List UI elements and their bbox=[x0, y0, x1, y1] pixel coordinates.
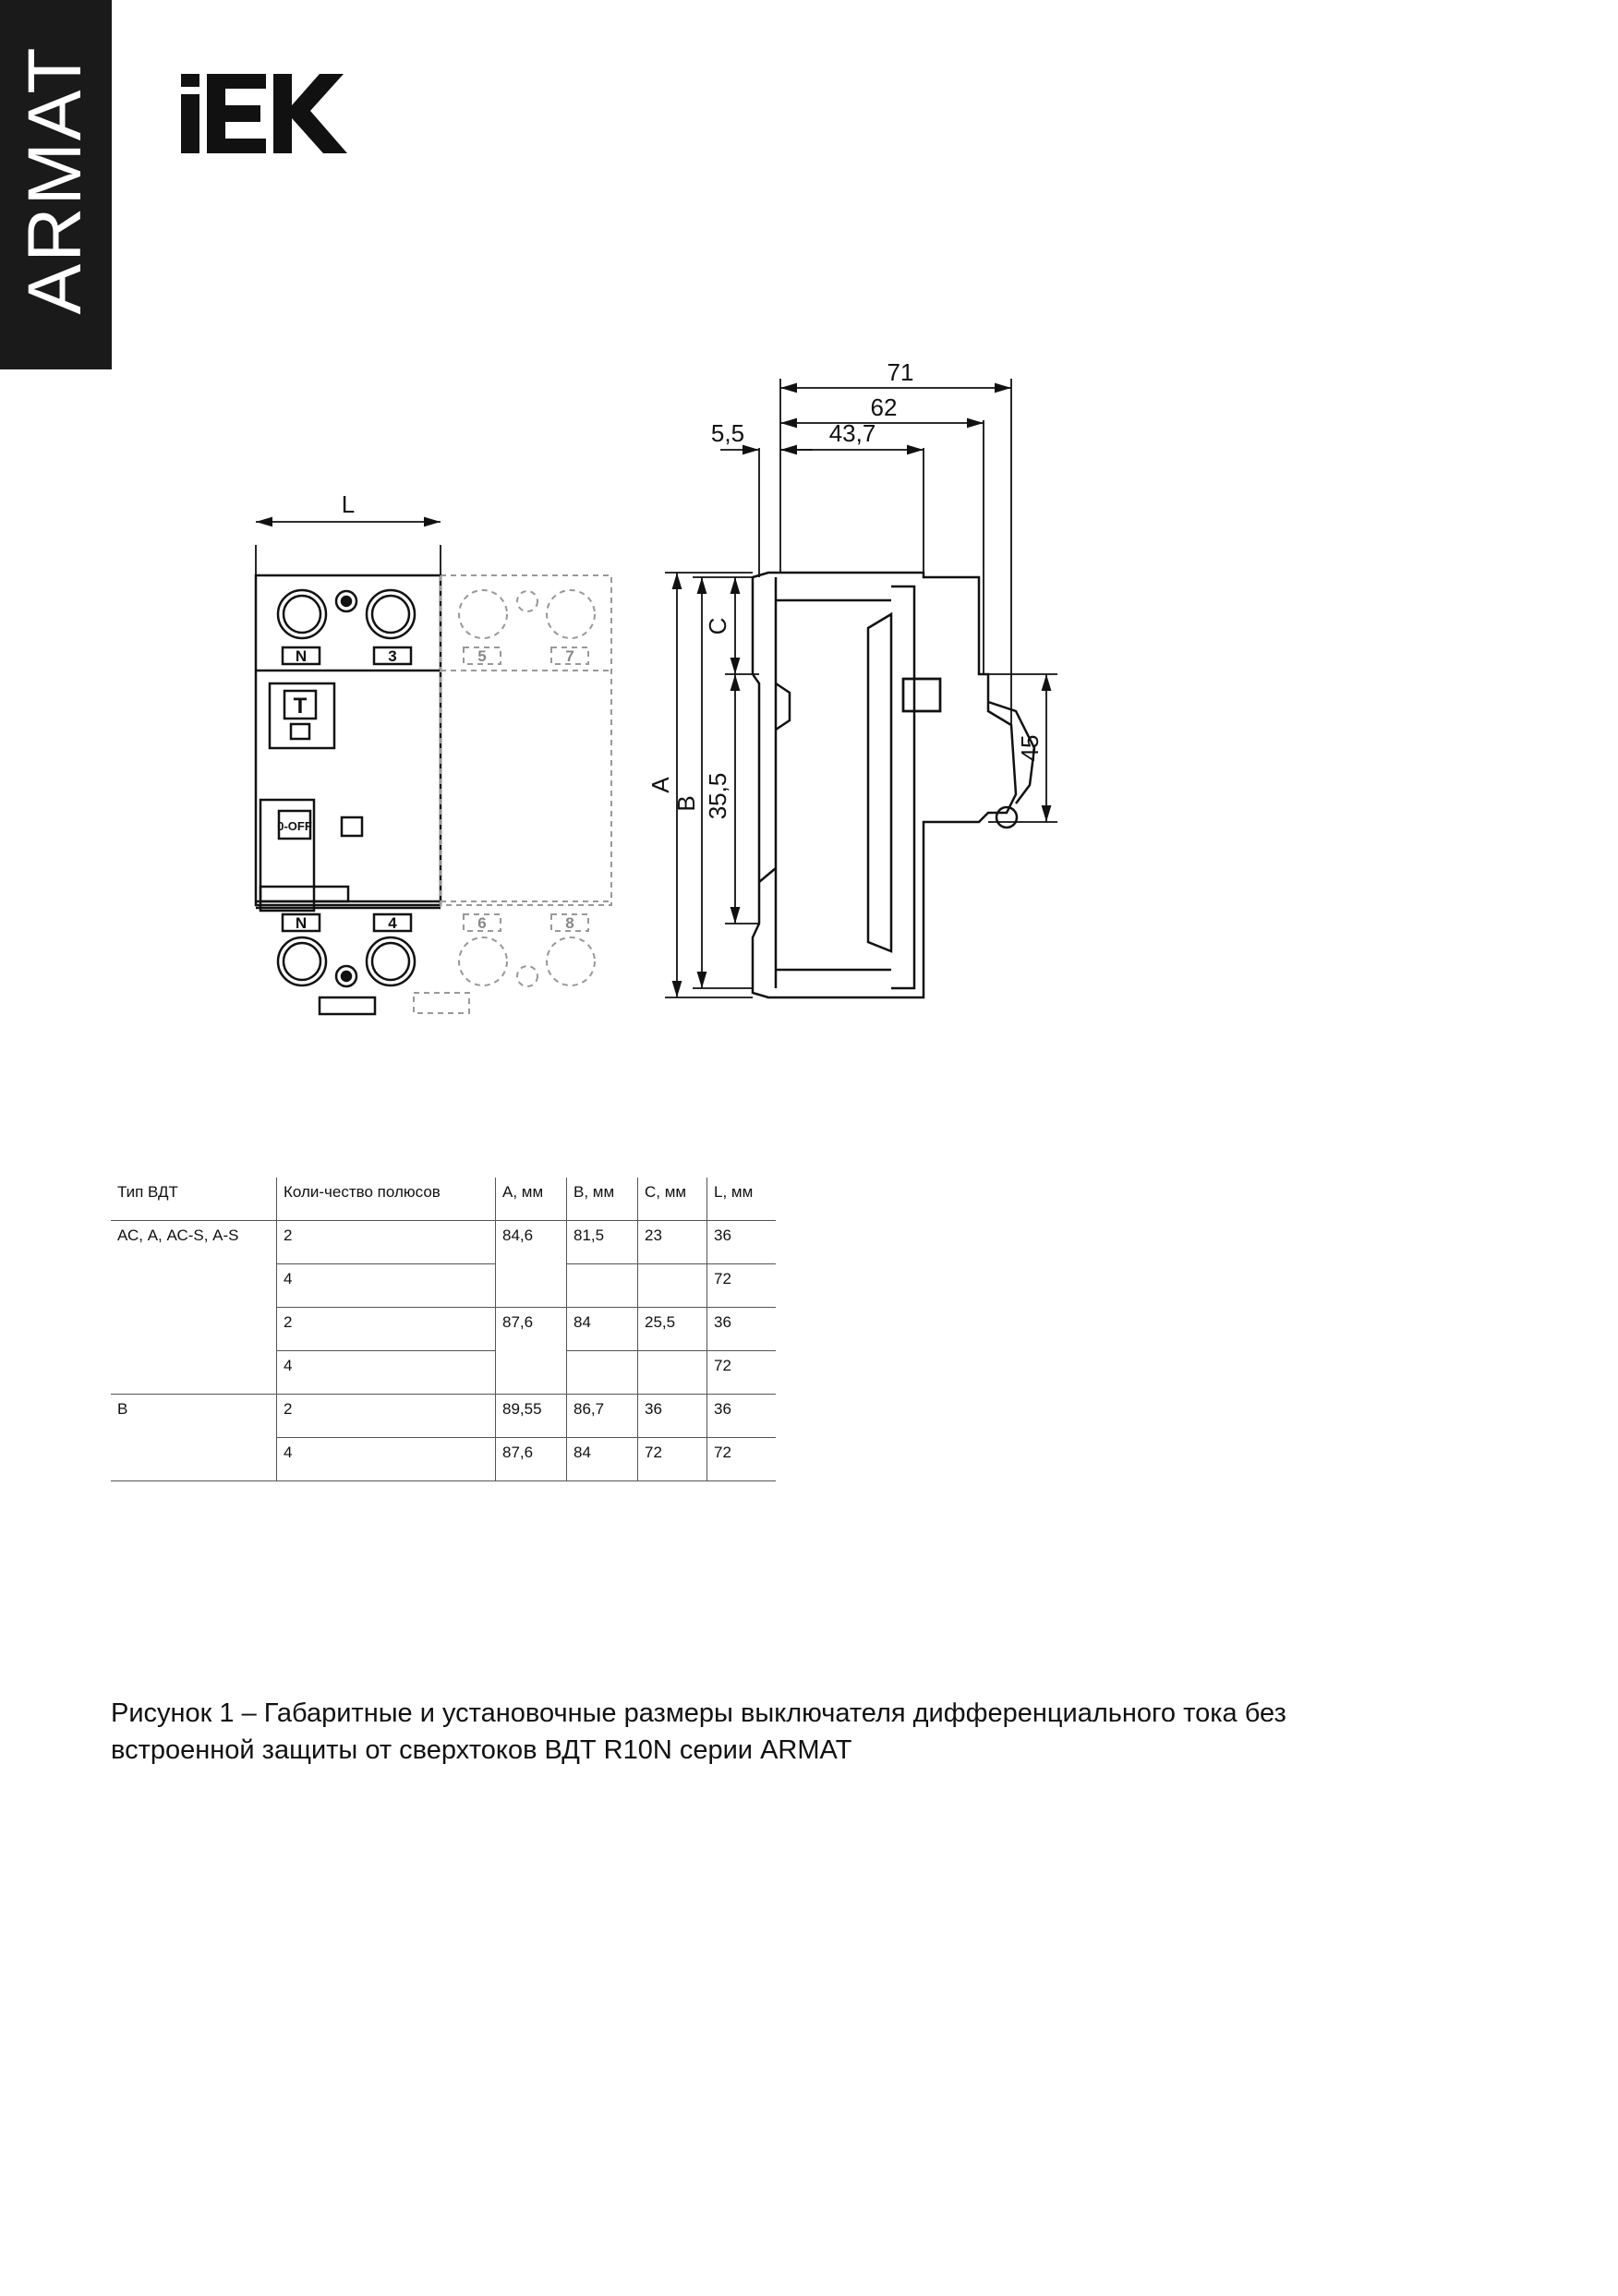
svg-text:4: 4 bbox=[388, 914, 397, 932]
svg-text:3: 3 bbox=[388, 647, 397, 665]
cell-b: 86,7 bbox=[567, 1395, 638, 1438]
cell-c: 72 bbox=[638, 1438, 707, 1481]
svg-text:5: 5 bbox=[477, 647, 487, 665]
table-header-row bbox=[111, 1178, 776, 1221]
svg-text:35,5: 35,5 bbox=[704, 772, 731, 820]
cell-poles: 4 bbox=[277, 1438, 496, 1481]
svg-text:45: 45 bbox=[1016, 734, 1044, 762]
header-a: А, мм bbox=[496, 1178, 567, 1221]
table-row bbox=[111, 1221, 776, 1264]
svg-text:0-OFF: 0-OFF bbox=[277, 819, 312, 833]
cell-a: 87,6 bbox=[496, 1308, 567, 1395]
cell-type: В bbox=[111, 1395, 277, 1481]
svg-text:5,5: 5,5 bbox=[710, 419, 745, 447]
svg-text:N: N bbox=[295, 914, 308, 932]
dim-width-label: L bbox=[341, 490, 356, 518]
dimensions-table bbox=[111, 1178, 776, 1481]
cell-c: 23 bbox=[638, 1221, 707, 1264]
cell-l: 72 bbox=[707, 1438, 777, 1481]
caption-line-2: встроенной защиты от сверхтоков ВДТ R10N серии ARMAT bbox=[111, 1735, 852, 1765]
cell-b bbox=[567, 1351, 638, 1395]
cell-type: АС, А, АС-S, А-S bbox=[111, 1221, 277, 1395]
cell-poles: 2 bbox=[277, 1395, 496, 1438]
header-l: L, мм bbox=[707, 1178, 777, 1221]
cell-l: 72 bbox=[707, 1351, 777, 1395]
dim-l bbox=[256, 522, 441, 575]
cell-poles: 4 bbox=[277, 1351, 496, 1395]
cell-b: 81,5 bbox=[567, 1221, 638, 1264]
svg-text:71: 71 bbox=[887, 358, 914, 386]
caption-line-1: Рисунок 1 – Габаритные и установочные размеры выключателя дифференциального тока без bbox=[111, 1698, 1286, 1728]
cell-b bbox=[567, 1264, 638, 1308]
cell-c: 36 bbox=[638, 1395, 707, 1438]
side-view bbox=[753, 573, 1034, 997]
cell-a: 84,6 bbox=[496, 1221, 567, 1308]
front-view bbox=[256, 575, 441, 1014]
header-b: В, мм bbox=[567, 1178, 638, 1221]
cell-c bbox=[638, 1351, 707, 1395]
cell-poles: 2 bbox=[277, 1308, 496, 1351]
brand-vertical-text: ARMAT bbox=[13, 45, 97, 315]
cell-l: 72 bbox=[707, 1264, 777, 1308]
svg-text:43,7: 43,7 bbox=[828, 419, 876, 447]
header-poles: Коли-чество полюсов bbox=[277, 1178, 496, 1221]
svg-text:A: A bbox=[646, 777, 674, 793]
svg-text:B: B bbox=[672, 795, 700, 812]
svg-text:N: N bbox=[295, 647, 308, 665]
cell-l: 36 bbox=[707, 1308, 777, 1351]
front-view-labels bbox=[277, 647, 574, 932]
table-row bbox=[111, 1395, 776, 1438]
svg-text:T: T bbox=[293, 694, 308, 719]
iek-logo bbox=[181, 74, 347, 153]
svg-text:C: C bbox=[704, 617, 731, 635]
svg-text:62: 62 bbox=[870, 393, 898, 421]
svg-text:7: 7 bbox=[565, 647, 574, 665]
side-dims bbox=[665, 379, 1057, 997]
figure-caption bbox=[111, 1695, 1311, 1769]
cell-b: 84 bbox=[567, 1308, 638, 1351]
cell-a: 89,55 bbox=[496, 1395, 567, 1438]
cell-poles: 4 bbox=[277, 1264, 496, 1308]
cell-c: 25,5 bbox=[638, 1308, 707, 1351]
header-type: Тип ВДТ bbox=[111, 1178, 277, 1221]
dimension-drawing bbox=[222, 358, 1330, 1044]
header-c: С, мм bbox=[638, 1178, 707, 1221]
cell-poles: 2 bbox=[277, 1221, 496, 1264]
cell-b: 84 bbox=[567, 1438, 638, 1481]
cell-a: 87,6 bbox=[496, 1438, 567, 1481]
front-view-extension bbox=[414, 575, 611, 1013]
cell-c bbox=[638, 1264, 707, 1308]
svg-text:6: 6 bbox=[477, 914, 487, 932]
brand-band bbox=[0, 0, 112, 369]
cell-l: 36 bbox=[707, 1221, 777, 1264]
svg-text:8: 8 bbox=[565, 914, 574, 932]
cell-l: 36 bbox=[707, 1395, 777, 1438]
